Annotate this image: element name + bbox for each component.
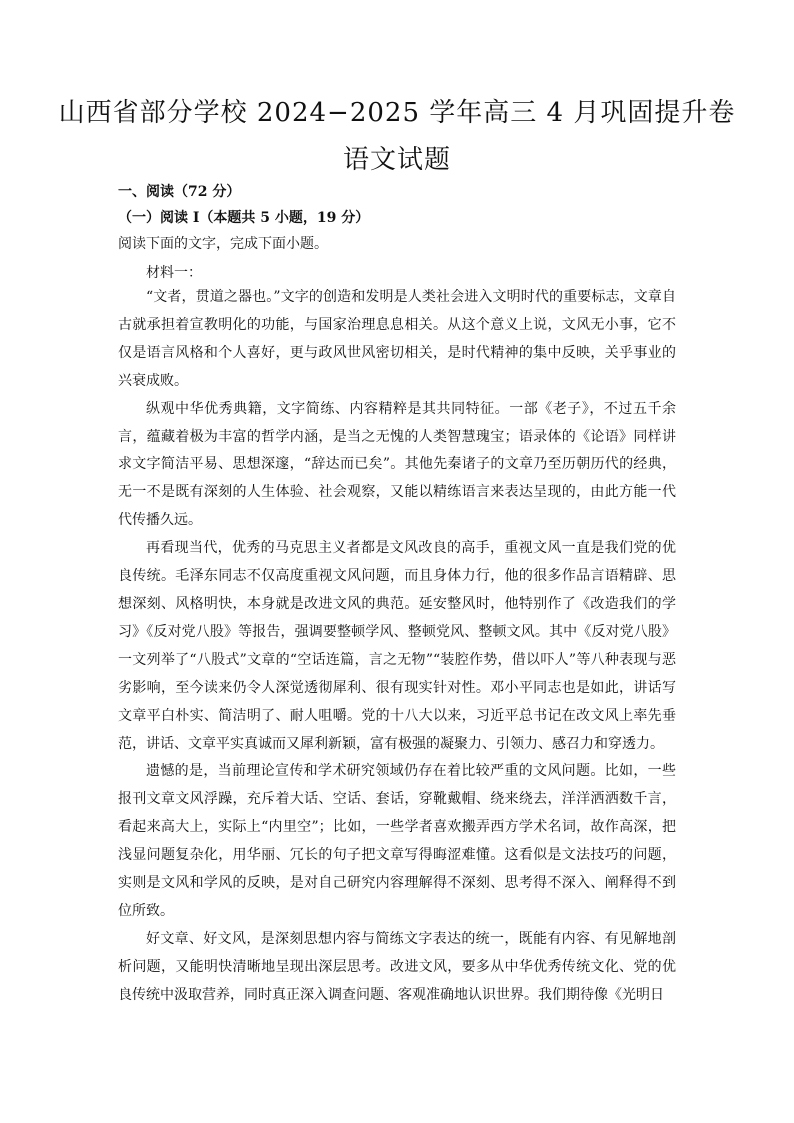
article-body: [118, 284, 676, 1010]
instruction-text: 阅读下面的文字，完成下面小题。: [118, 236, 328, 252]
paragraph: 遗憾的是，当前理论宣传和学术研究领域仍存在着比较严重的文风问题。比如，一些报刊文章文风浮躁，充斥着大话、空话、套话，穿靴戴帽、绕来绕去，洋洋洒洒数千言，看起来高大上，实际上“内里空”；比如，一些学者喜欢搬弄西方学术名词，故作高深，把浅显问题复杂化，用华丽、冗长的句子把文章写得晦涩难懂。这看似是文法技巧的问题，实则是文风和学风的反映，是对自己研究内容理解得不深刻、思考得不深入、阐释得不到位所致。: [118, 763, 676, 919]
document-title: 山西省部分学校 2024−2025 学年高三 4 月巩固提升卷: [58, 98, 736, 128]
paragraph: 纵观中华优秀典籍，文字简练、内容精粹是其共同特征。一部《老子》，不过五千余言，蕴藏着极为丰富的哲学内涵，是当之无愧的人类智慧瑰宝；语录体的《论语》同样讲求文字简洁平易、思想深邃，“辞达而已矣”。其他先秦诸子的文章乃至历朝历代的经典，无一不是既有深刻的人生体验、社会观察，又能以精练语言来表达呈现的，由此方能一代代传播久远。: [118, 400, 676, 529]
paragraph: 好文章、好文风，是深刻思想内容与简练文字表达的统一，既能有内容、有见解地剖析问题，又能明快清晰地呈现出深层思考。改进文风，要多从中华优秀传统文化、党的优良传统中汲取营养，同时真正深入调查问题、客观准确地认识世界。我们期待像《光明日: [118, 930, 676, 1003]
document-subtitle: 语文试题: [342, 145, 451, 175]
subsection-heading: （一）阅读 I（本题共 5 小题，19 分）: [118, 210, 370, 226]
material-label: 材料一：: [146, 265, 202, 281]
paragraph: 再看现当代，优秀的马克思主义者都是文风改良的高手，重视文风一直是我们党的优良传统。毛泽东同志不仅高度重视文风问题，而且身体力行，他的很多作品言语精辟、思想深刻、风格明快，本身就是改进文风的典范。延安整风时，他特别作了《改造我们的学习》《反对党八股》等报告，强调要整顿学风、整顿党风、整顿文风。其中《反对党八股》一文列举了“八股式”文章的“空话连篇，言之无物”“装腔作势，借以吓人”等八种表现与恶劣影响，至今读来仍令人深觉透彻犀利、很有现实针对性。邓小平同志也是如此，讲话写文章平白朴实、简洁明了、耐人咀嚼。党的十八大以来，习近平总书记在改文风上率先垂范，讲话、文章平实真诚而又犀利新颖，富有极强的凝聚力、引领力、感召力和穿透力。: [118, 540, 676, 752]
section-heading: 一、阅读（72 分）: [118, 184, 241, 200]
paragraph: “文者，贯道之器也。”文字的创造和发明是人类社会进入文明时代的重要标志，文章自古就承担着宣教明化的功能，与国家治理息息相关。从这个意义上说，文风无小事，它不仅是语言风格和个人喜好，更与政风世风密切相关，是时代精神的集中反映，关乎事业的兴衰成败。: [118, 289, 676, 389]
